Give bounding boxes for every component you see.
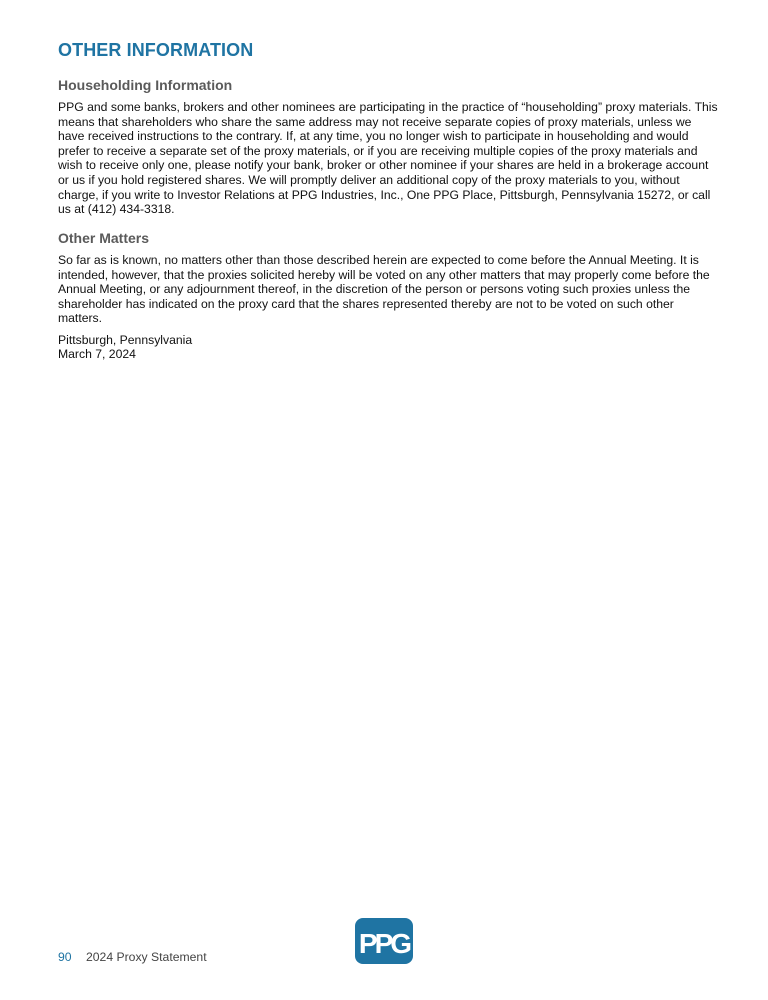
signoff-date: March 7, 2024 xyxy=(58,347,136,361)
section-heading-other-matters: Other Matters xyxy=(58,230,150,246)
section-heading-householding: Householding Information xyxy=(58,77,233,93)
signoff-place: Pittsburgh, Pennsylvania xyxy=(58,333,193,347)
other-matters-paragraph: So far as is known, no matters other than those described herein are expected to come before the Annual Meeting. It is intended, however, that the proxies solicited hereby will be voted on any other matters that may properly come before the Annual Meeting, or any adjournment thereof, in the discretion of the person or persons voting such proxies unless the shareholder has indicated on the proxy card that the shares represented thereby are not to be voted on such other matters. xyxy=(58,253,710,326)
footer-document-name: 2024 Proxy Statement xyxy=(86,950,207,964)
page-title: OTHER INFORMATION xyxy=(58,40,254,60)
ppg-logo-icon xyxy=(355,918,413,964)
householding-paragraph: PPG and some banks, brokers and other nominees are participating in the practice of “householding” proxy materials. This means that shareholders who share the same address may not receive separate copies of proxy materials, unless we have received instructions to the contrary. If, at any time, you no longer wish to participate in householding and would prefer to receive a separate set of the proxy materials, or if you are receiving multiple copies of the proxy materials and wish to receive only one, please notify your bank, broker or other nominee if your shares are held in a brokerage account or us if you hold registered shares. We will promptly deliver an additional copy of the proxy materials to you, without charge, if you write to Investor Relations at PPG Industries, Inc., One PPG Place, Pittsburgh, Pennsylvania 15272, or call us at (412) 434-3318. xyxy=(58,100,718,217)
svg-text:PPG: PPG xyxy=(358,928,410,959)
footer-page-number: 90 xyxy=(58,950,72,964)
